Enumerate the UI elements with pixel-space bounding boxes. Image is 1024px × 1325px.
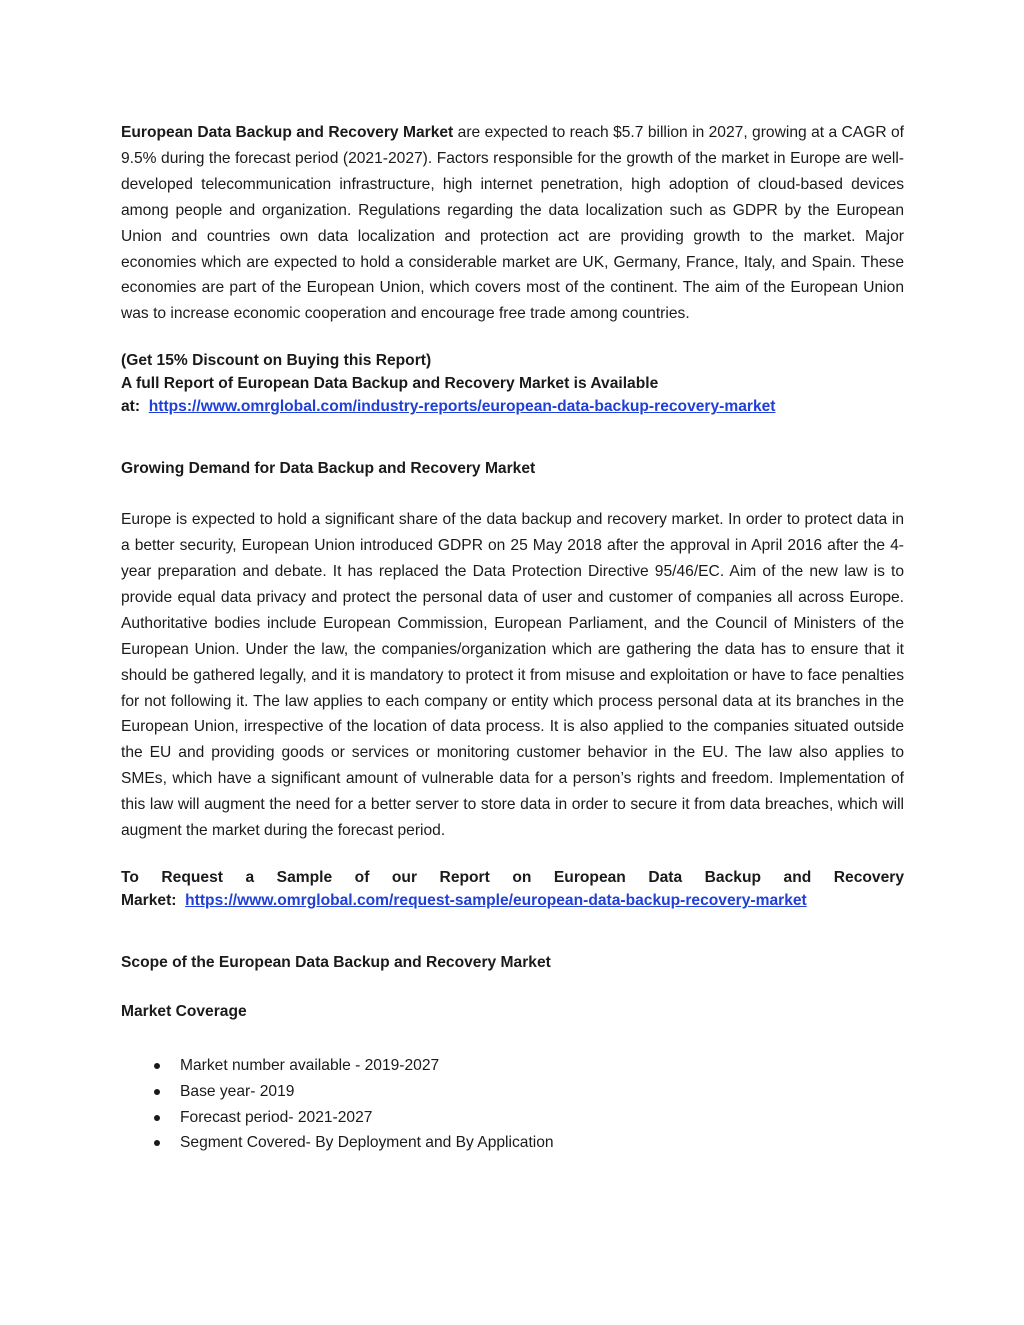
bullet-icon: [154, 1089, 160, 1095]
sample-line: To Request a Sample of our Report on European Data Backup and Recovery: [121, 868, 904, 886]
bullet-icon: [154, 1140, 160, 1146]
document-page: [121, 120, 904, 1156]
discount-block: [121, 349, 904, 418]
list-item: Forecast period- 2021-2027: [121, 1105, 904, 1131]
sample-link-line: [121, 889, 904, 912]
sample-block: [121, 866, 904, 912]
coverage-list: [121, 1053, 904, 1157]
discount-line: (Get 15% Discount on Buying this Report): [121, 352, 432, 370]
scope-heading: Scope of the European Data Backup and Recovery Market: [121, 953, 551, 971]
list-item: Segment Covered- By Deployment and By Application: [121, 1130, 904, 1156]
report-link[interactable]: https://www.omrglobal.com/industry-reports/european-data-backup-recovery-market: [148, 398, 776, 416]
growing-paragraph: Europe is expected to hold a significant share of the data backup and recovery market. In order to protect data in a better security, European Union introduced GDPR on 25 May 2018 after the approval in April 2016 after the 4-year preparation and debate. It has replaced the Data Protection Directive 95/46/EC. Aim of the new law is to provide equal data privacy and protect the personal data of user and customer of companies all across Europe. Authoritative bodies include European Commission, European Parliament, and the Council of Ministers of the European Union. Under the law, the companies/organization which are gathering the data has to ensure that it should be gathered legally, and it is mandatory to protect it from misuse and exploitation or have to face penalties for not following it. The law applies to each company or entity which process personal data at its branches in the European Union, irrespective of the location of data process. It is also applied to the companies situated outside the EU and providing goods or services or monitoring customer behavior in the EU. The law also applies to SMEs, which have a significant amount of vulnerable data for a person’s rights and freedom. Implementation of this law will augment the need for a better server to store data in order to secure it from data breaches, which will augment the market during the forecast period.: [121, 511, 904, 840]
bullet-icon: [154, 1115, 160, 1121]
bullet-icon: [154, 1063, 160, 1069]
list-item: Market number available - 2019-2027: [121, 1053, 904, 1079]
market-coverage-heading: Market Coverage: [121, 1002, 247, 1020]
sample-link-prefix: Market:: [121, 891, 177, 909]
sample-link[interactable]: https://www.omrglobal.com/request-sample/european-data-backup-recovery-market: [185, 891, 807, 909]
intro-lead: European Data Backup and Recovery Market: [121, 124, 454, 141]
report-link-line: [121, 395, 904, 418]
growing-heading: Growing Demand for Data Backup and Recovery Market: [121, 460, 536, 478]
report-link-prefix: at:: [121, 398, 141, 416]
list-item: Base year- 2019: [121, 1079, 904, 1105]
intro-paragraph: [121, 120, 904, 327]
intro-text: are expected to reach $5.7 billion in 2027, growing at a CAGR of 9.5% during the forecast period (2021-2027). Factors responsible for the growth of the market in Europe are well-developed telecommunication infrastructure, high internet penetration, high adoption of cloud-based devices among people and organization. Regulations regarding the data localization such as GDPR by the European Union and countries own data localization and protection act are providing growth to the market. Major economies which are expected to hold a considerable market are UK, Germany, France, Italy, and Spain. These economies are part of the European Union, which covers most of the continent. The aim of the European Union was to increase economic cooperation and encourage free trade among countries.: [121, 124, 904, 323]
full-report-line: A full Report of European Data Backup and Recovery Market is Available: [121, 375, 659, 393]
